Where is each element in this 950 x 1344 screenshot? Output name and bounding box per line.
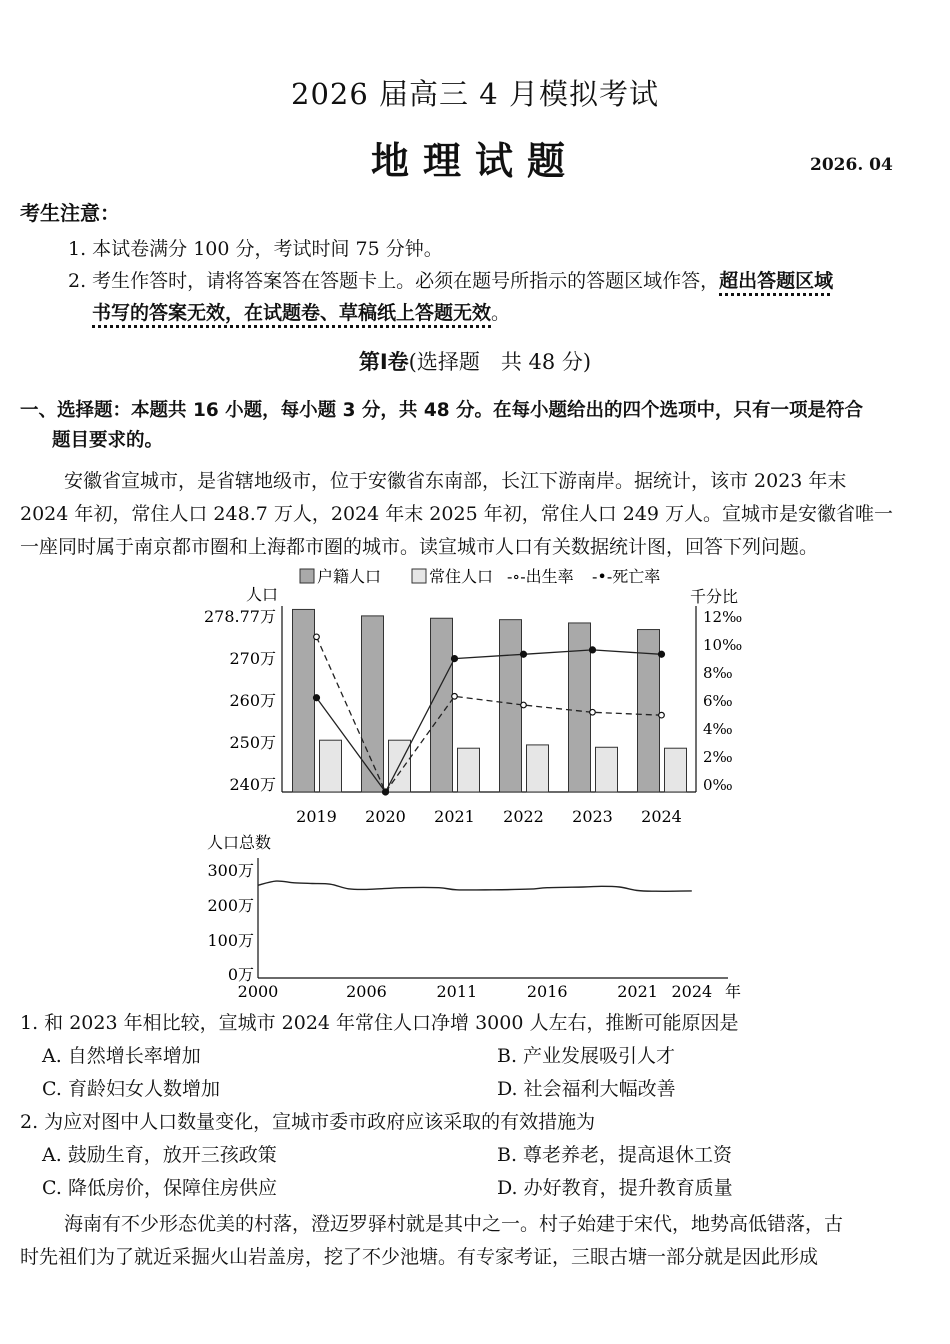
household-bar-2019	[293, 609, 315, 792]
bottom-chart-ylabel: 人口总数	[207, 833, 272, 852]
birth-rate-point-2024	[659, 712, 665, 718]
bottom-chart-y-ticks	[207, 861, 254, 984]
y-tick-250: 250万	[229, 733, 276, 752]
bottom-x-tick-2021: 2021	[617, 982, 658, 1001]
legend	[300, 567, 660, 586]
death-rate-point-2024	[659, 651, 665, 657]
top-chart-right-ticks	[703, 608, 742, 794]
resident-bar-2024	[665, 748, 687, 792]
notice-heading: 考生注意：	[20, 201, 120, 225]
exam-title: 2026 届高三 4 月模拟考试	[291, 77, 659, 111]
q1-option-d: D. 社会福利大幅改善	[497, 1078, 676, 1100]
bottom-x-tick-2024: 2024	[671, 982, 713, 1001]
death-rate-point-2023	[590, 647, 596, 653]
passage2-line2: 时先祖们为了就近采掘火山岩盖房，挖了不少池塘。有专家考证，三眼古塘一部分就是因此形成	[20, 1246, 819, 1268]
r-tick-2: 2‰	[703, 748, 733, 766]
exam-date: 2026. 04	[810, 155, 893, 175]
bottom-x-tick-2016: 2016	[526, 982, 568, 1001]
q1-option-a: A. 自然增长率增加	[42, 1045, 201, 1067]
part1-instruction-line1: 一、选择题：本题共 16 小题，每小题 3 分，共 48 分。在每小题给出的四个选项中，只有一项是符合	[20, 400, 864, 421]
top-x-tick-2023: 2023	[572, 807, 613, 826]
bottom-y-tick-0: 0万	[227, 965, 254, 984]
resident-bar-2022	[527, 745, 549, 792]
notice-item-2-emphasis-a: 超出答题区域	[719, 270, 834, 292]
death-rate-point-2021	[452, 656, 458, 662]
y-tick-240: 240万	[229, 775, 276, 794]
top-x-tick-2019: 2019	[296, 807, 337, 826]
top-x-tick-2021: 2021	[434, 807, 475, 826]
section-title-rest: (选择题 共 48 分)	[408, 350, 592, 374]
notice-item-2-end: 。	[491, 302, 511, 324]
notice-item-2-text: 2. 考生作答时，请将答案答在答题卡上。必须在题号所指示的答题区域作答，	[68, 270, 720, 292]
birth-rate-point-2021	[452, 694, 458, 700]
birth-rate-point-2023	[590, 709, 596, 715]
household-bar-2021	[431, 618, 453, 792]
bottom-x-tick-2000: 2000	[237, 982, 279, 1001]
q1-option-c: C. 育龄妇女人数增加	[42, 1078, 220, 1100]
household-bar-2023	[569, 623, 591, 792]
top-chart-y-ticks	[204, 607, 276, 794]
resident-bar-2019	[320, 740, 342, 792]
resident-bar-2023	[596, 747, 618, 792]
death-rate-point-2019	[314, 695, 320, 701]
passage1-line1: 安徽省宣城市，是省辖地级市，位于安徽省东南部，长江下游南岸。据统计，该市 2023 年末	[64, 470, 847, 492]
top-chart-ylabel: 人口	[246, 585, 279, 604]
passage2-line1: 海南有不少形态优美的村落，澄迈罗驿村就是其中之一。村子始建于宋代，地势高低错落，古	[64, 1213, 844, 1235]
part1-instruction-line2: 题目要求的。	[52, 430, 164, 451]
q2-option-d: D. 办好教育，提升教育质量	[497, 1177, 733, 1199]
bottom-x-tick-2006: 2006	[346, 982, 387, 1001]
top-x-tick-2024: 2024	[641, 807, 682, 826]
legend-household-label: 户籍人口	[317, 567, 382, 586]
top-chart-ylabel-right: 千分比	[690, 587, 739, 606]
r-tick-8: 8‰	[703, 664, 733, 682]
notice-item-2-emphasis-b: 书写的答案无效，在试题卷、草稿纸上答题无效	[92, 302, 492, 324]
birth-rate-point-2019	[314, 634, 320, 640]
q2-stem: 2. 为应对图中人口数量变化，宣城市委市政府应该采取的有效措施为	[20, 1111, 596, 1133]
bottom-y-tick-100: 100万	[207, 931, 254, 950]
y-tick-260: 260万	[229, 691, 276, 710]
q2-option-b: B. 尊老养老，提高退休工资	[497, 1144, 733, 1166]
bottom-chart-x-ticks	[238, 982, 713, 1001]
y-tick-270: 270万	[229, 649, 276, 668]
r-tick-12: 12‰	[703, 608, 743, 626]
bottom-chart-xlabel: 年	[725, 982, 742, 1001]
birth-rate-point-2022	[521, 702, 527, 708]
r-tick-10: 10‰	[703, 636, 743, 654]
notice-item-2	[68, 268, 833, 294]
household-bar-2022	[500, 620, 522, 792]
bottom-x-tick-2011: 2011	[436, 982, 478, 1001]
death-rate-point-2020	[383, 789, 389, 795]
legend-resident-label: 常住人口	[429, 567, 494, 586]
q1-option-b: B. 产业发展吸引人才	[497, 1045, 676, 1067]
y-tick-278: 278.77万	[204, 607, 276, 626]
q1-stem: 1. 和 2023 年相比较，宣城市 2024 年常住人口净增 3000 人左右，推断可能原因是	[20, 1012, 739, 1034]
death-rate-point-2022	[521, 651, 527, 657]
legend-household-swatch	[300, 569, 314, 583]
bottom-chart-axes	[258, 858, 728, 978]
bottom-y-tick-200: 200万	[207, 896, 254, 915]
legend-birth-label: -∘-出生率	[507, 567, 574, 586]
legend-death-label: -•-死亡率	[592, 567, 661, 586]
q2-option-a: A. 鼓励生育，放开三孩政策	[42, 1144, 277, 1166]
notice-item-1: 1. 本试卷满分 100 分，考试时间 75 分钟。	[68, 238, 443, 260]
section-title	[0, 346, 950, 376]
top-x-tick-2022: 2022	[503, 807, 544, 826]
population-charts	[0, 560, 950, 1008]
section-title-bold: 第Ⅰ卷	[358, 350, 409, 374]
legend-resident-swatch	[412, 569, 426, 583]
q2-option-c: C. 降低房价，保障住房供应	[42, 1177, 277, 1199]
r-tick-0: 0‰	[703, 776, 733, 794]
r-tick-4: 4‰	[703, 720, 733, 738]
subject-title: 地理试题	[370, 139, 579, 183]
population-total-line	[258, 881, 692, 891]
passage1-line3: 一座同时属于南京都市圈和上海都市圈的城市。读宣城市人口有关数据统计图，回答下列问题。	[20, 536, 819, 558]
bottom-y-tick-300: 300万	[207, 861, 254, 880]
r-tick-6: 6‰	[703, 692, 733, 710]
top-x-tick-2020: 2020	[365, 807, 406, 826]
resident-bar-2021	[458, 748, 480, 792]
notice-item-2-cont	[92, 300, 510, 326]
top-chart-x-ticks	[296, 807, 682, 826]
passage1-line2: 2024 年初，常住人口 248.7 万人，2024 年末 2025 年初，常住人口 249 万人。宣城市是安徽省唯一	[20, 503, 894, 525]
household-bar-2020	[362, 616, 384, 792]
top-chart-axes	[282, 606, 696, 792]
